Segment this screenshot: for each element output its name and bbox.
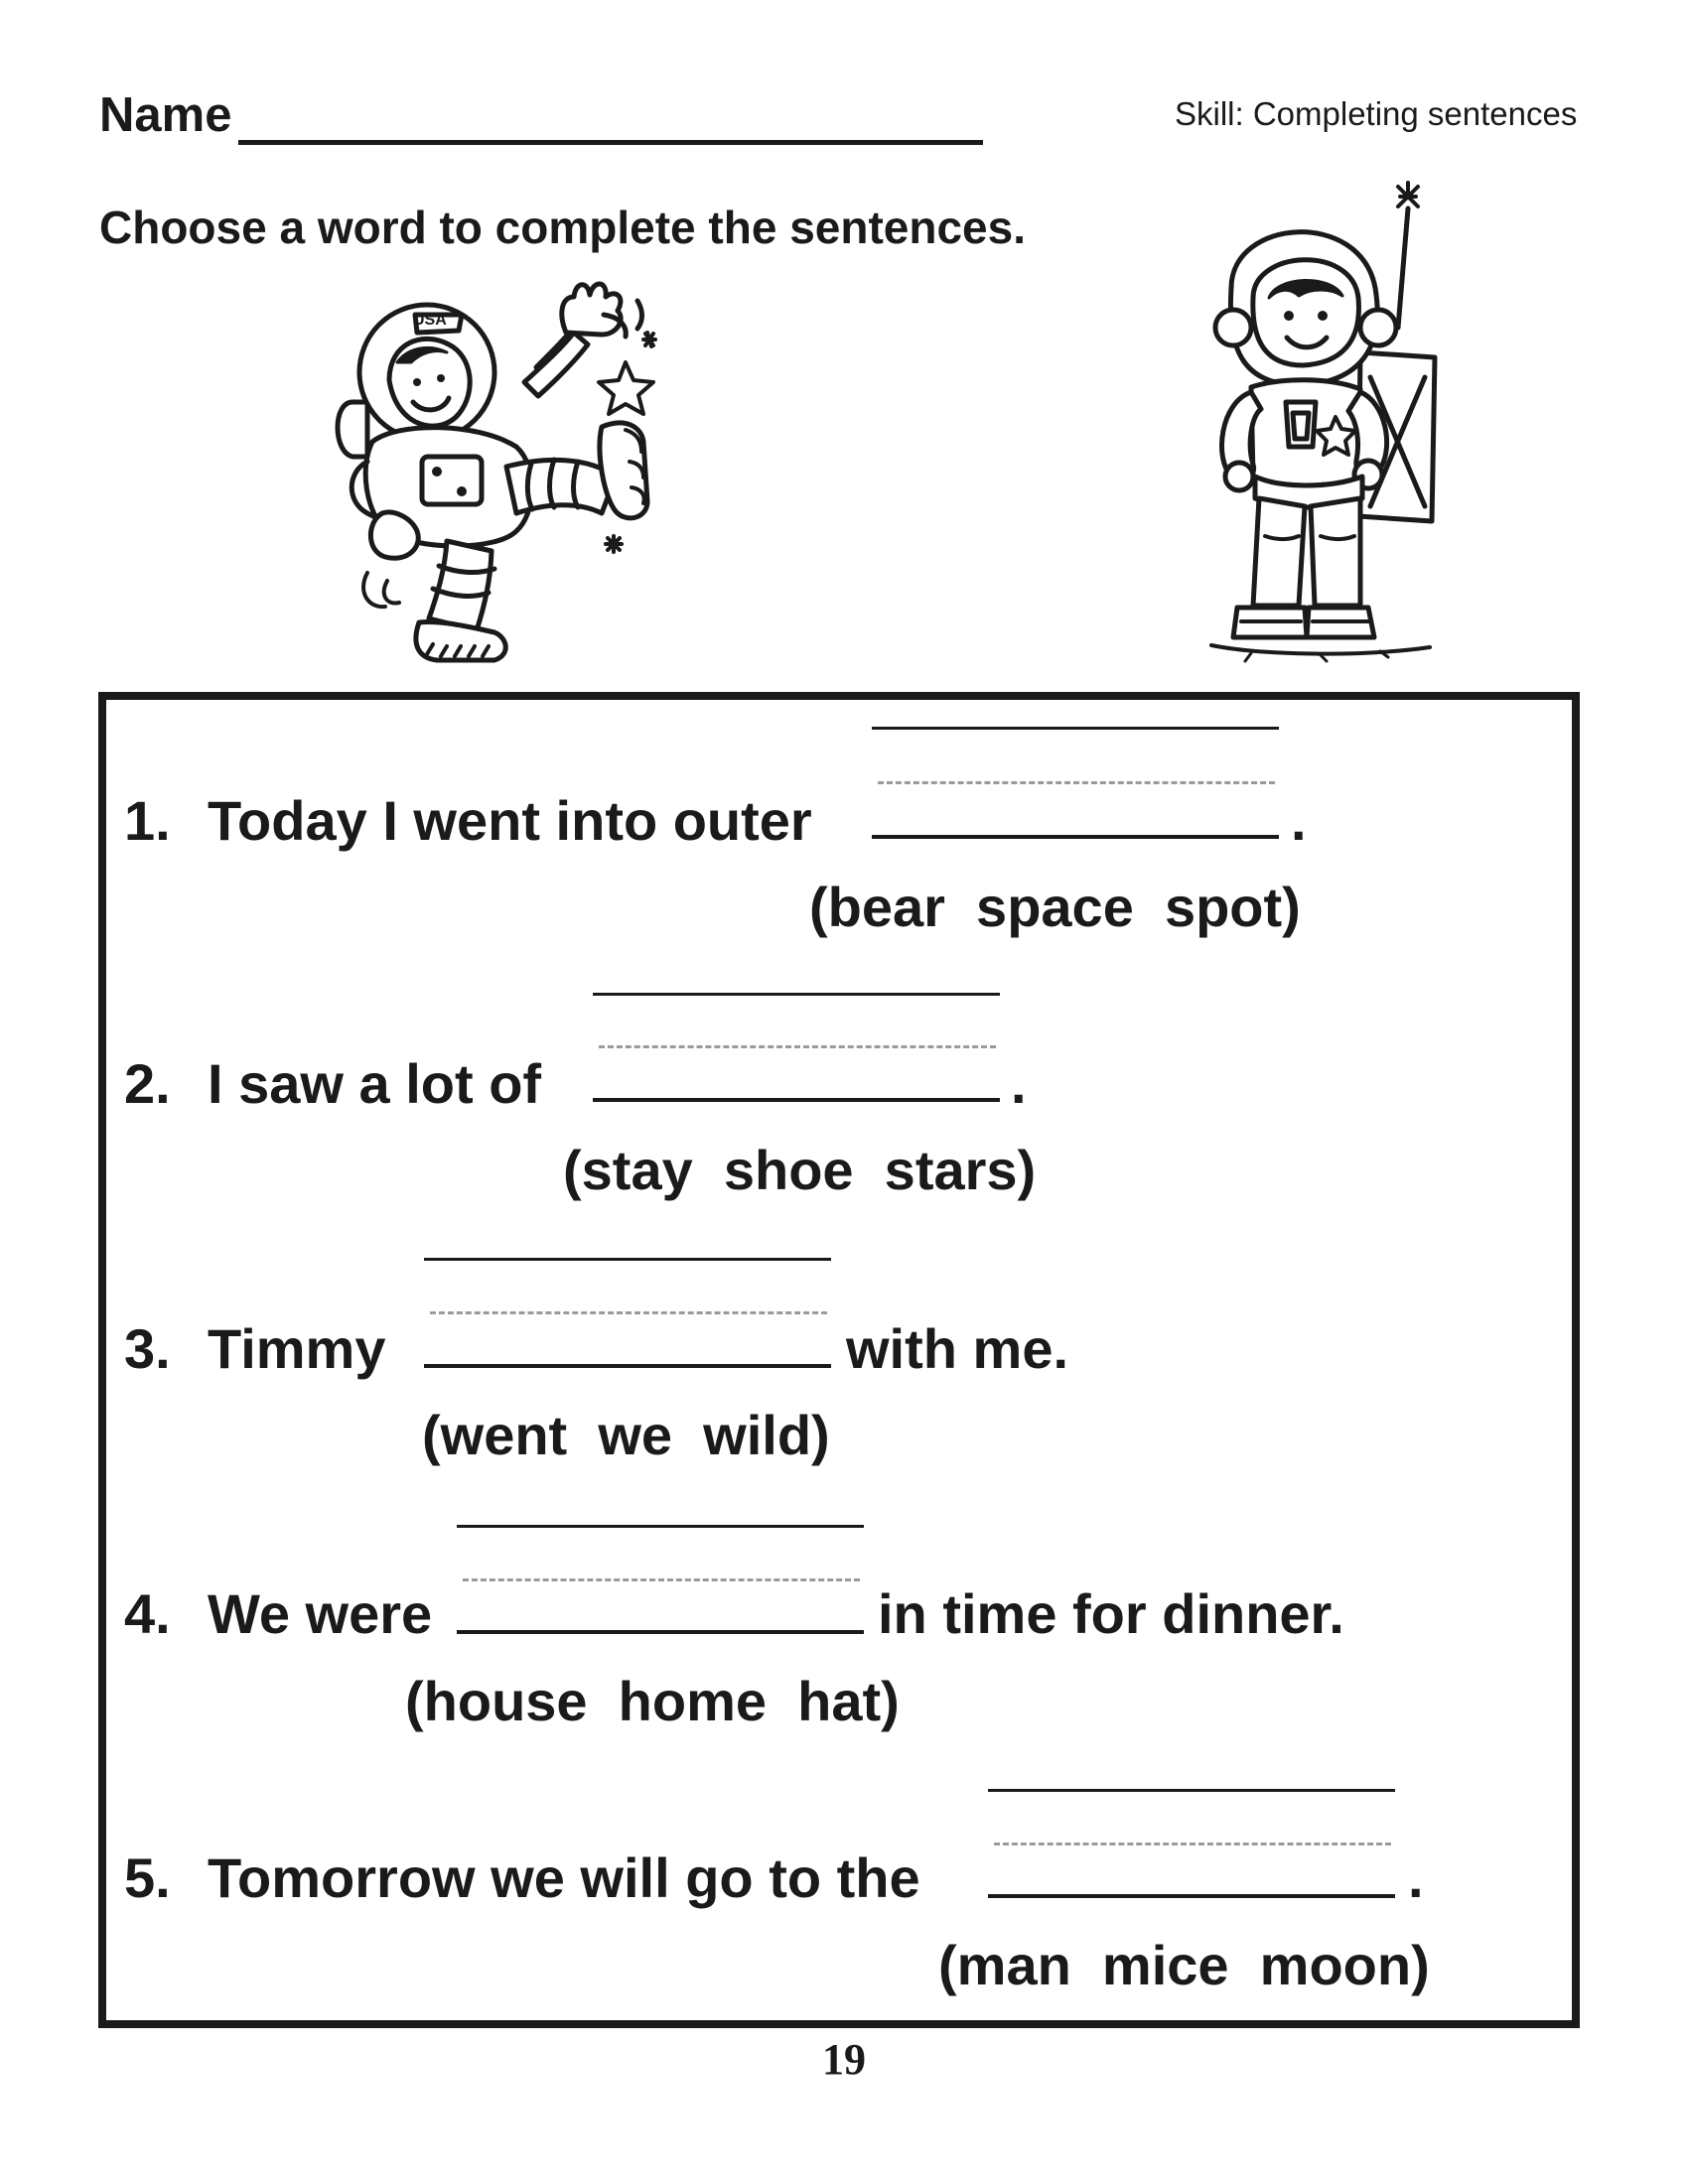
answer-top-line	[988, 1789, 1395, 1792]
question-5-after: .	[1408, 1846, 1424, 1909]
answer-dashed-midline	[463, 1578, 860, 1581]
question-number: 2.	[124, 1052, 171, 1115]
instruction-text: Choose a word to complete the sentences.	[99, 202, 1026, 253]
question-5-text	[124, 1844, 920, 1912]
question-3-after: with me.	[846, 1317, 1069, 1380]
answer-dashed-midline	[430, 1311, 827, 1314]
question-3-text	[124, 1315, 385, 1383]
question-3-choices: (went we wild)	[422, 1404, 830, 1466]
question-number: 4.	[124, 1582, 171, 1645]
question-4-choices: (house home hat)	[405, 1670, 900, 1732]
answer-blank-2[interactable]	[593, 1098, 1000, 1102]
question-number: 5.	[124, 1846, 171, 1909]
usa-patch-text: USA	[413, 312, 447, 329]
standing-astronaut-icon	[1182, 179, 1460, 665]
question-2-text	[124, 1050, 541, 1118]
question-5-choices: (man mice moon)	[938, 1934, 1430, 1996]
question-number: 3.	[124, 1317, 171, 1380]
answer-dashed-midline	[599, 1045, 996, 1048]
question-4-after: in time for dinner.	[878, 1582, 1344, 1645]
page-number: 19	[822, 2035, 866, 2084]
floating-astronaut-icon	[328, 253, 705, 670]
question-2-choices: (stay shoe stars)	[563, 1139, 1037, 1201]
question-2-after: .	[1011, 1052, 1027, 1115]
question-1-choices: (bear space spot)	[809, 876, 1301, 938]
answer-blank-1[interactable]	[872, 835, 1279, 839]
question-4-text	[124, 1580, 432, 1648]
question-number: 1.	[124, 789, 171, 852]
question-1-text	[124, 787, 812, 855]
question-before: Today I went into outer	[208, 789, 812, 852]
skill-label: Skill: Completing sentences	[1175, 95, 1578, 132]
answer-dashed-midline	[994, 1843, 1391, 1845]
name-answer-line[interactable]	[238, 140, 983, 145]
answer-top-line	[457, 1525, 864, 1528]
answer-blank-5[interactable]	[988, 1894, 1395, 1898]
question-before: I saw a lot of	[208, 1052, 542, 1115]
answer-dashed-midline	[878, 781, 1275, 784]
answer-top-line	[424, 1258, 831, 1261]
answer-blank-4[interactable]	[457, 1630, 864, 1634]
question-before: Timmy	[208, 1317, 386, 1380]
answer-blank-3[interactable]	[424, 1364, 831, 1368]
name-label: Name	[99, 88, 232, 142]
question-before: We were	[208, 1582, 433, 1645]
answer-top-line	[593, 993, 1000, 996]
question-1-after: .	[1291, 789, 1307, 852]
question-before: Tomorrow we will go to the	[208, 1846, 920, 1909]
answer-top-line	[872, 727, 1279, 730]
